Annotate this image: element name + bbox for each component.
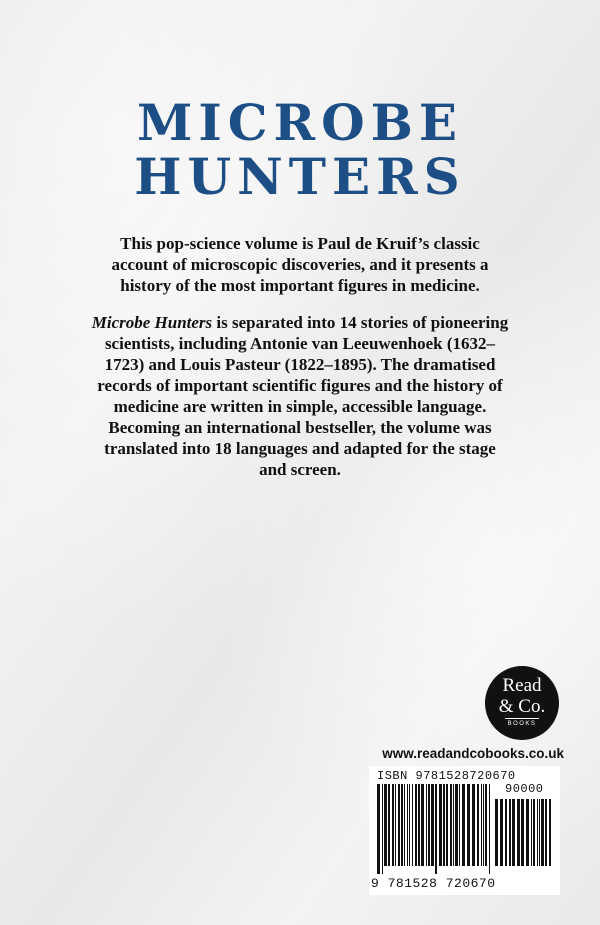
logo-text-books: BOOKS <box>507 721 537 727</box>
barcode-bar <box>549 799 551 866</box>
barcode-bar <box>388 784 390 866</box>
barcode-bar <box>421 784 424 866</box>
isbn-barcode <box>369 766 560 895</box>
book-title-line-1: MICROBE <box>136 93 463 152</box>
barcode-bar <box>418 784 420 866</box>
barcode-bar <box>533 799 535 866</box>
blurb-paragraph-2 <box>90 312 510 480</box>
publisher-logo <box>485 666 559 740</box>
barcode-bar <box>459 784 460 866</box>
barcode-bar <box>407 784 408 866</box>
barcode-bar <box>481 784 482 866</box>
barcode-bar <box>477 784 479 866</box>
barcode-bar <box>435 784 437 874</box>
ean-digits: 9 781528 720670 <box>371 876 496 891</box>
barcode-bar <box>512 799 515 866</box>
barcode-bar <box>531 799 532 866</box>
barcode-bar <box>377 784 380 874</box>
addon-barcode-bars <box>495 799 555 874</box>
barcode-bar <box>509 799 511 866</box>
barcode-bar <box>446 784 448 866</box>
barcode-bar <box>404 784 405 866</box>
blurb-paragraph-1-text: This pop-science volume is Paul de Kruif’s classic account of microscopic discoveries, and it presents a history of the most important figures in medicine. <box>111 234 489 295</box>
barcode-bar <box>483 784 484 866</box>
barcode-bar <box>489 784 490 874</box>
barcode-bar <box>392 784 394 866</box>
barcode-bar <box>541 799 544 866</box>
barcode-bar <box>443 784 445 866</box>
barcode-bar <box>415 784 417 866</box>
barcode-bar <box>517 799 520 866</box>
barcode-bar <box>537 799 538 866</box>
ean-barcode-bars <box>377 784 493 874</box>
barcode-bar <box>431 784 434 866</box>
barcode-bar <box>545 799 547 866</box>
barcode-bar <box>505 799 507 866</box>
barcode-bar <box>412 784 413 866</box>
isbn-label: ISBN 9781528720670 <box>377 769 516 783</box>
barcode-bar <box>472 784 475 866</box>
blurb-paragraph-1 <box>90 233 510 296</box>
barcode-bar <box>485 784 487 866</box>
book-title-italic: Microbe Hunters <box>91 313 213 332</box>
barcode-bar <box>521 799 524 866</box>
barcode-bar <box>495 799 498 866</box>
barcode-bar <box>398 784 400 866</box>
addon-digits: 90000 <box>505 782 544 796</box>
barcode-bar <box>500 799 503 866</box>
barcode-bar <box>467 784 470 866</box>
barcode-bar <box>462 784 465 866</box>
barcode-bar <box>401 784 403 866</box>
publisher-website: www.readandcobooks.co.uk <box>382 746 564 761</box>
barcode-bar <box>426 784 427 866</box>
barcode-bar <box>384 784 387 866</box>
logo-text-read: Read <box>502 675 542 696</box>
barcode-bar <box>450 784 452 866</box>
barcode-bar <box>439 784 442 866</box>
book-title-line-2: HUNTERS <box>134 147 466 206</box>
barcode-bar <box>526 799 529 866</box>
barcode-bar <box>409 784 410 866</box>
logo-divider <box>505 718 539 719</box>
logo-text-co: & Co. <box>498 696 546 717</box>
barcode-bar <box>382 784 383 874</box>
barcode-bar <box>395 784 396 866</box>
barcode-bar <box>453 784 454 866</box>
barcode-bar <box>539 799 540 866</box>
barcode-bar <box>455 784 458 866</box>
blurb-paragraph-2-text: is separated into 14 stories of pioneering scientists, including Antonie van Leeuwenhoek (1632–1723) and Louis Pasteur (1822–1895). The dramatised records of important scientific figures and the history of medicine are written in simple, accessible language. Becoming an international bestseller, the volume was translated into 18 languages and adapted for the stage and screen. <box>97 313 509 479</box>
barcode-bar <box>428 784 430 866</box>
